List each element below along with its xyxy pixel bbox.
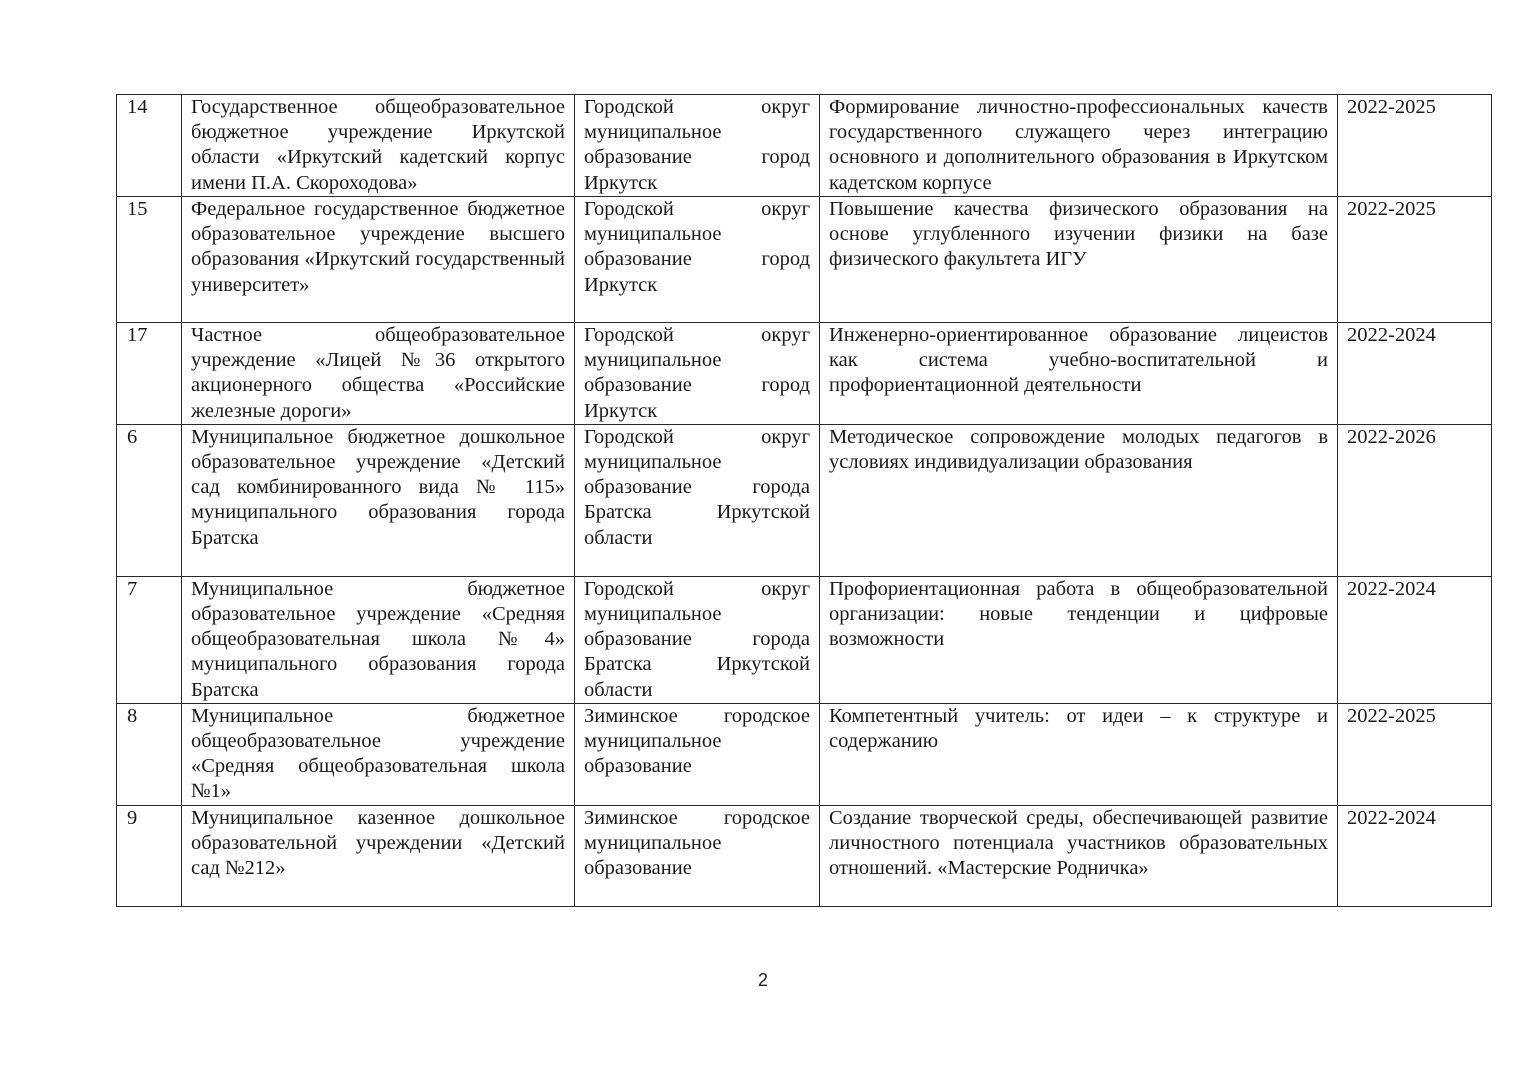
- table-row: [117, 323, 1492, 425]
- institutions-table: [116, 94, 1492, 907]
- row-number: 6: [117, 424, 182, 576]
- organization-name: Государственное общеобразовательное бюджетное учреждение Иркутской области «Иркутский кадетский корпус имени П.А. Скороходова»: [182, 95, 575, 197]
- row-number: 17: [117, 323, 182, 425]
- row-number: 9: [117, 805, 182, 906]
- organization-name: Муниципальное бюджетное дошкольное образовательное учреждение «Детский сад комбинированного вида № 115» муниципального образования города Братска: [182, 424, 575, 576]
- project-topic: Повышение качества физического образования на основе углубленного изучении физики на базе физического факультета ИГУ: [820, 197, 1338, 323]
- project-period: 2022-2025: [1338, 197, 1492, 323]
- project-topic: Профориентационная работа в общеобразовательной организации: новые тенденции и цифровые возможности: [820, 576, 1338, 703]
- municipality: Городской округ муниципальное образование города Братска Иркутской области: [575, 576, 820, 703]
- project-period: 2022-2024: [1338, 323, 1492, 425]
- project-period: 2022-2025: [1338, 95, 1492, 197]
- municipality: Городской округ муниципальное образование город Иркутск: [575, 323, 820, 425]
- project-topic: Компетентный учитель: от идеи – к структуре и содержанию: [820, 703, 1338, 805]
- project-period: 2022-2024: [1338, 576, 1492, 703]
- municipality: Городской округ муниципальное образование город Иркутск: [575, 95, 820, 197]
- municipality: Городской округ муниципальное образование город Иркутск: [575, 197, 820, 323]
- project-period: 2022-2024: [1338, 805, 1492, 906]
- table-row: [117, 703, 1492, 805]
- organization-name: Федеральное государственное бюджетное образовательное учреждение высшего образования «Иркутский государственный университет»: [182, 197, 575, 323]
- organization-name: Частное общеобразовательное учреждение «Лицей №36 открытого акционерного общества «Российские железные дороги»: [182, 323, 575, 425]
- organization-name: Муниципальное бюджетное общеобразовательное учреждение «Средняя общеобразовательная школа №1»: [182, 703, 575, 805]
- project-period: 2022-2026: [1338, 424, 1492, 576]
- project-period: 2022-2025: [1338, 703, 1492, 805]
- municipality: Городской округ муниципальное образование города Братска Иркутской области: [575, 424, 820, 576]
- project-topic: Создание творческой среды, обеспечивающей развитие личностного потенциала участников образовательных отношений. «Мастерские Родничка»: [820, 805, 1338, 906]
- project-topic: Методическое сопровождение молодых педагогов в условиях индивидуализации образования: [820, 424, 1338, 576]
- project-topic: Формирование личностно-профессиональных качеств государственного служащего через интеграцию основного и дополнительного образования в Иркутском кадетском корпусе: [820, 95, 1338, 197]
- table-row: [117, 95, 1492, 197]
- organization-name: Муниципальное казенное дошкольное образовательной учреждении «Детский сад №212»: [182, 805, 575, 906]
- row-number: 14: [117, 95, 182, 197]
- table-row: [117, 576, 1492, 703]
- project-topic: Инженерно-ориентированное образование лицеистов как система учебно-воспитательной и профориентационной деятельности: [820, 323, 1338, 425]
- municipality: Зиминское городское муниципальное образование: [575, 703, 820, 805]
- table-row: [117, 424, 1492, 576]
- row-number: 8: [117, 703, 182, 805]
- municipality: Зиминское городское муниципальное образование: [575, 805, 820, 906]
- row-number: 7: [117, 576, 182, 703]
- table-row: [117, 805, 1492, 906]
- page-number: 2: [757, 970, 768, 990]
- row-number: 15: [117, 197, 182, 323]
- organization-name: Муниципальное бюджетное образовательное учреждение «Средняя общеобразовательная школа №4» муниципального образования города Братска: [182, 576, 575, 703]
- table-row: [117, 197, 1492, 323]
